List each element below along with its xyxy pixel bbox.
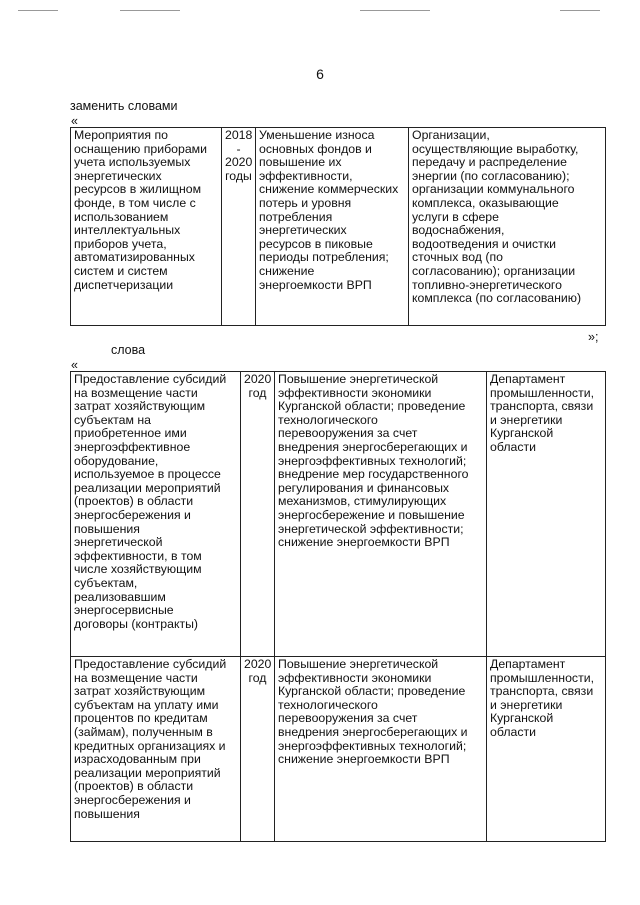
scan-mark: [360, 10, 430, 11]
scan-mark: [120, 10, 180, 11]
table-row: [71, 372, 606, 657]
measure-cell: Предоставление субсидий на возмещение части затрат хозяйствующим субъектам на приобретенное ими энергоэффективное оборудование, используемое в процессе реализации мероприятий (проектов) в области энергосбережения и повышения энергетической эффективности, в том числе хозяйствующим субъектам, реализовавшим энергосервисные договоры (контракты): [71, 372, 241, 657]
measure-cell: Мероприятия по оснащению приборами учета используемых энергетических ресурсов в жилищном фонде, в том числе с использованием интеллектуальных приборов учета, автоматизированных систем и систем диспетчеризации: [71, 128, 222, 326]
years-cell: 2018 - 2020 годы: [222, 128, 256, 326]
words-label: слова: [111, 343, 146, 357]
open-quote: «: [71, 358, 78, 372]
open-quote: «: [71, 114, 78, 128]
table-row: [71, 657, 606, 842]
replace-with-label: заменить словами: [70, 99, 178, 113]
years-cell: 2020 год: [241, 372, 275, 657]
replacement-table: [70, 127, 606, 326]
executor-cell: Департамент промышленности, транспорта, связи и энергетики Курганской области: [487, 372, 606, 657]
close-quote: »;: [588, 330, 599, 344]
years-cell: 2020 год: [241, 657, 275, 842]
replaced-table: [70, 371, 606, 842]
scan-mark: [560, 10, 600, 11]
result-cell: Повышение энергетической эффективности экономики Курганской области; проведение технологического перевооружения за счет внедрения энергосберегающих и энергоэффективных технологий; снижение энергоемкости ВРП: [275, 657, 487, 842]
executor-cell: Департамент промышленности, транспорта, связи и энергетики Курганской области: [487, 657, 606, 842]
result-cell: Уменьшение износа основных фондов и повышение их эффективности, снижение коммерческих потерь и уровня потребления энергетических ресурсов в пиковые периоды потребления; снижение энергоемкости ВРП: [256, 128, 409, 326]
executor-cell: Организации, осуществляющие выработку, передачу и распределение энергии (по согласованию); организации коммунального комплекса, оказывающие услуги в сфере водоснабжения, водоотведения и очистки сточных вод (по согласованию); организации топливно-энергетического комплекса (по согласованию): [409, 128, 606, 326]
page-number: 6: [316, 66, 324, 82]
scan-mark: [18, 10, 58, 11]
result-cell: Повышение энергетической эффективности экономики Курганской области; проведение технологического перевооружения за счет внедрения энергосберегающих и энергоэффективных технологий; внедрение мер государственного регулирования и финансовых механизмов, стимулирующих энергосбережение и повышение энергетической эффективности; снижение энергоемкости ВРП: [275, 372, 487, 657]
table-row: [71, 128, 606, 326]
measure-cell: Предоставление субсидий на возмещение части затрат хозяйствующим субъектам на уплату ими процентов по кредитам (займам), полученным в кредитных организациях и израсходованным при реализации мероприятий (проектов) в области энергосбережения и повышения: [71, 657, 241, 842]
